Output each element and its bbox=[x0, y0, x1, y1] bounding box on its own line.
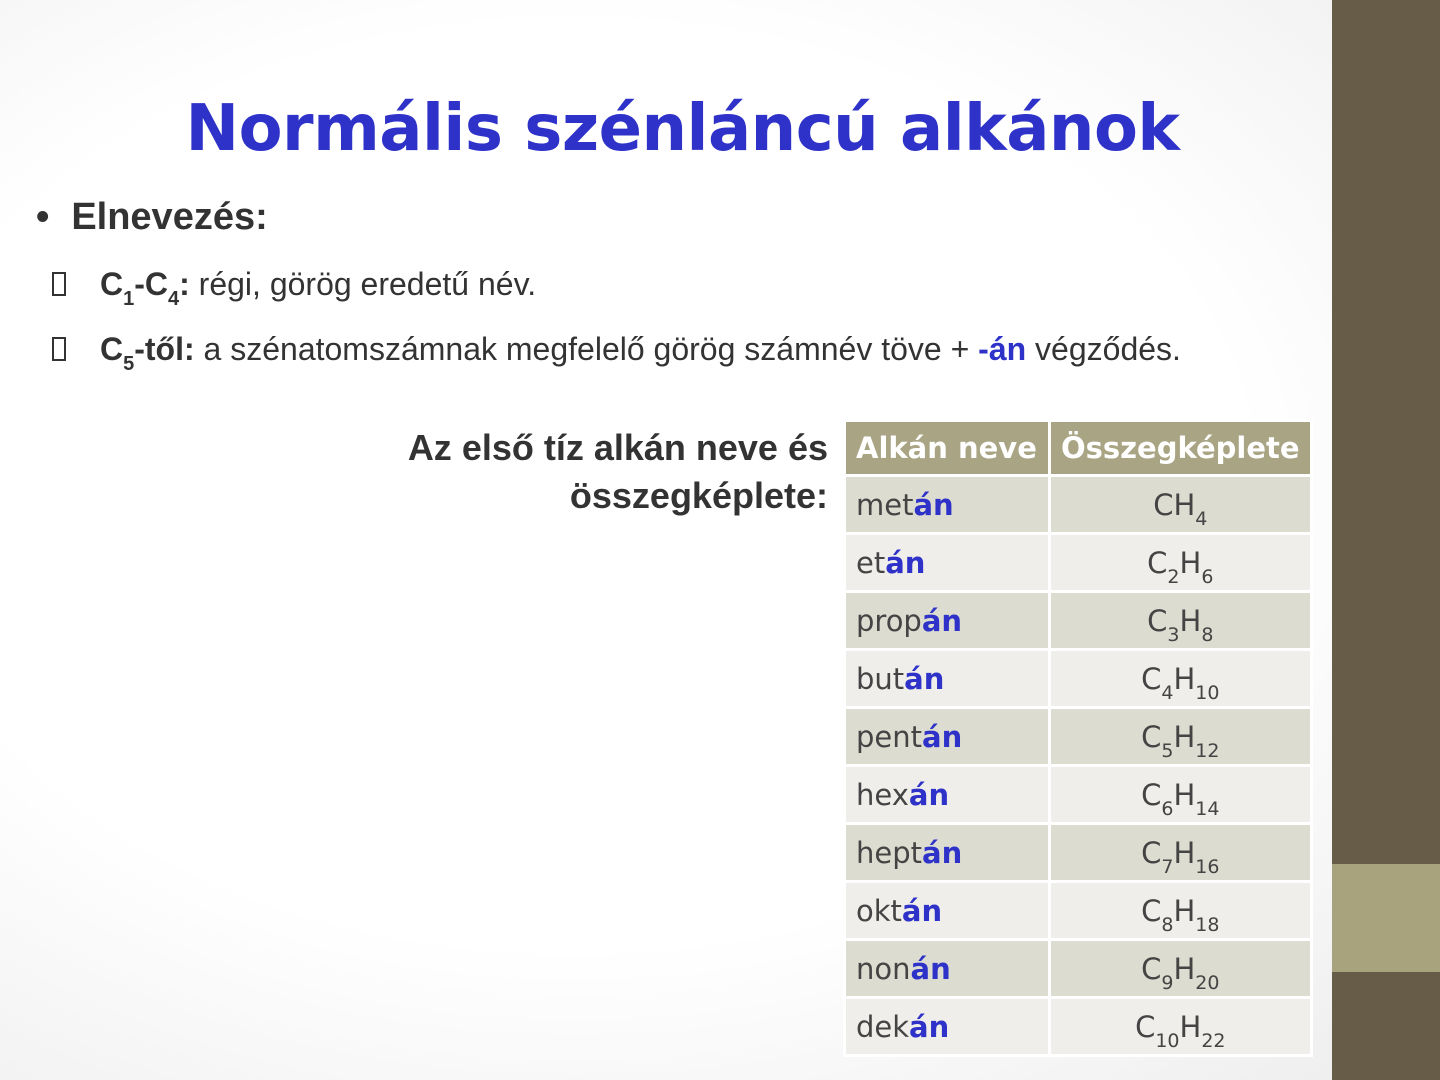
alkane-formula bbox=[1051, 477, 1310, 532]
bullet-label: Elnevezés: bbox=[71, 196, 268, 238]
alkane-formula bbox=[1051, 999, 1310, 1054]
alkane-name bbox=[846, 593, 1048, 648]
subbullet-text: régi, görög eredetű név. bbox=[189, 266, 537, 302]
alkane-name bbox=[846, 883, 1048, 938]
subbullet-1 bbox=[52, 266, 537, 310]
header-name: Alkán neve bbox=[846, 422, 1048, 474]
hydrogen-count: 6 bbox=[1201, 565, 1214, 588]
carbon-count: 5 bbox=[1161, 739, 1174, 762]
table-row bbox=[846, 825, 1310, 880]
alkane-formula bbox=[1051, 825, 1310, 880]
formula-h: H bbox=[1173, 719, 1196, 754]
name-stem: pent bbox=[856, 719, 923, 754]
alkane-name bbox=[846, 651, 1048, 706]
alkane-name bbox=[846, 941, 1048, 996]
formula-c: C bbox=[100, 266, 124, 302]
subbullet-bold: -től: bbox=[134, 331, 195, 367]
name-stem: et bbox=[856, 545, 886, 580]
subscript: 1 bbox=[123, 288, 135, 310]
alkane-formula bbox=[1051, 709, 1310, 764]
name-stem: non bbox=[856, 951, 911, 986]
table-caption bbox=[408, 424, 828, 520]
carbon-count: 7 bbox=[1161, 855, 1174, 878]
formula-c: C bbox=[1141, 777, 1162, 812]
alkane-name bbox=[846, 767, 1048, 822]
name-suffix: án bbox=[908, 777, 950, 812]
table-row bbox=[846, 593, 1310, 648]
alkane-name bbox=[846, 535, 1048, 590]
formula-c: C bbox=[1141, 893, 1162, 928]
formula-c: C bbox=[1141, 835, 1162, 870]
caption-line: összegképlete: bbox=[569, 475, 828, 516]
carbon-count: 3 bbox=[1167, 623, 1180, 646]
formula-h: H bbox=[1179, 603, 1202, 638]
table-row bbox=[846, 767, 1310, 822]
alkane-formula bbox=[1051, 941, 1310, 996]
hydrogen-count: 4 bbox=[1195, 507, 1208, 530]
alkane-formula bbox=[1051, 535, 1310, 590]
hydrogen-count: 18 bbox=[1195, 913, 1220, 936]
name-suffix: án bbox=[910, 951, 951, 986]
table-row bbox=[846, 999, 1310, 1054]
formula-h: H bbox=[1173, 893, 1196, 928]
formula-c: C bbox=[1153, 487, 1174, 522]
alkane-formula bbox=[1051, 651, 1310, 706]
carbon-count: 8 bbox=[1161, 913, 1174, 936]
formula-c: C bbox=[100, 331, 124, 367]
formula-h: H bbox=[1173, 951, 1196, 986]
bullet-dot: • bbox=[36, 196, 50, 238]
subbullet-2 bbox=[52, 331, 1181, 375]
suffix-highlight: -án bbox=[978, 331, 1027, 367]
name-suffix: án bbox=[909, 1009, 950, 1044]
carbon-count: 6 bbox=[1161, 797, 1174, 820]
colon: : bbox=[179, 266, 190, 302]
table-row bbox=[846, 883, 1310, 938]
bullet-elnevezes bbox=[36, 196, 268, 239]
square-bullet-icon bbox=[52, 337, 66, 361]
name-suffix: án bbox=[913, 487, 954, 522]
square-bullet-icon bbox=[52, 272, 66, 296]
formula-c: C bbox=[1141, 661, 1162, 696]
formula-h: H bbox=[1179, 545, 1202, 580]
name-suffix: án bbox=[921, 603, 963, 638]
name-stem: prop bbox=[856, 603, 922, 638]
carbon-count: 4 bbox=[1161, 681, 1174, 704]
table-row bbox=[846, 535, 1310, 590]
carbon-count: 2 bbox=[1167, 565, 1180, 588]
hydrogen-count: 16 bbox=[1195, 855, 1220, 878]
name-suffix: án bbox=[922, 835, 963, 870]
alkane-formula bbox=[1051, 767, 1310, 822]
name-suffix: án bbox=[885, 545, 926, 580]
hydrogen-count: 14 bbox=[1195, 797, 1220, 820]
subbullet-text: a szénatomszámnak megfelelő görög számnév töve + bbox=[194, 331, 979, 367]
alkane-name bbox=[846, 999, 1048, 1054]
alkane-formula bbox=[1051, 593, 1310, 648]
alkane-formula bbox=[1051, 883, 1310, 938]
formula-h: H bbox=[1173, 777, 1196, 812]
formula-c: -C bbox=[134, 266, 168, 302]
table-row bbox=[846, 477, 1310, 532]
hydrogen-count: 8 bbox=[1201, 623, 1214, 646]
name-stem: hept bbox=[856, 835, 923, 870]
subbullet-text: végződés. bbox=[1026, 331, 1181, 367]
formula-c: C bbox=[1141, 951, 1162, 986]
alkane-name bbox=[846, 477, 1048, 532]
subscript: 4 bbox=[168, 288, 180, 310]
hydrogen-count: 20 bbox=[1195, 971, 1220, 994]
formula-h: H bbox=[1173, 487, 1196, 522]
name-suffix: án bbox=[901, 893, 943, 928]
table-row bbox=[846, 941, 1310, 996]
hydrogen-count: 10 bbox=[1195, 681, 1220, 704]
formula-h: H bbox=[1179, 1009, 1202, 1044]
slide-sidebar-band bbox=[1332, 864, 1440, 972]
alkane-name bbox=[846, 709, 1048, 764]
header-formula: Összegképlete bbox=[1051, 422, 1310, 474]
formula-c: C bbox=[1141, 719, 1162, 754]
formula-h: H bbox=[1173, 661, 1196, 696]
name-suffix: án bbox=[922, 719, 963, 754]
name-stem: hex bbox=[856, 777, 909, 812]
name-stem: dek bbox=[856, 1009, 910, 1044]
carbon-count: 9 bbox=[1161, 971, 1174, 994]
alkane-table bbox=[843, 419, 1313, 1057]
formula-c: C bbox=[1135, 1009, 1156, 1044]
alkane-name bbox=[846, 825, 1048, 880]
hydrogen-count: 12 bbox=[1195, 739, 1220, 762]
formula-h: H bbox=[1173, 835, 1196, 870]
subscript: 5 bbox=[123, 353, 135, 375]
slide-title: Normális szénláncú alkánok bbox=[185, 92, 1180, 166]
hydrogen-count: 22 bbox=[1201, 1029, 1226, 1052]
name-suffix: án bbox=[904, 661, 945, 696]
carbon-count: 10 bbox=[1155, 1029, 1180, 1052]
caption-line: Az első tíz alkán neve és bbox=[407, 427, 828, 468]
name-stem: but bbox=[856, 661, 905, 696]
name-stem: met bbox=[856, 487, 914, 522]
formula-c: C bbox=[1147, 603, 1168, 638]
formula-c: C bbox=[1147, 545, 1168, 580]
name-stem: okt bbox=[856, 893, 902, 928]
table-row bbox=[846, 709, 1310, 764]
table-row bbox=[846, 651, 1310, 706]
